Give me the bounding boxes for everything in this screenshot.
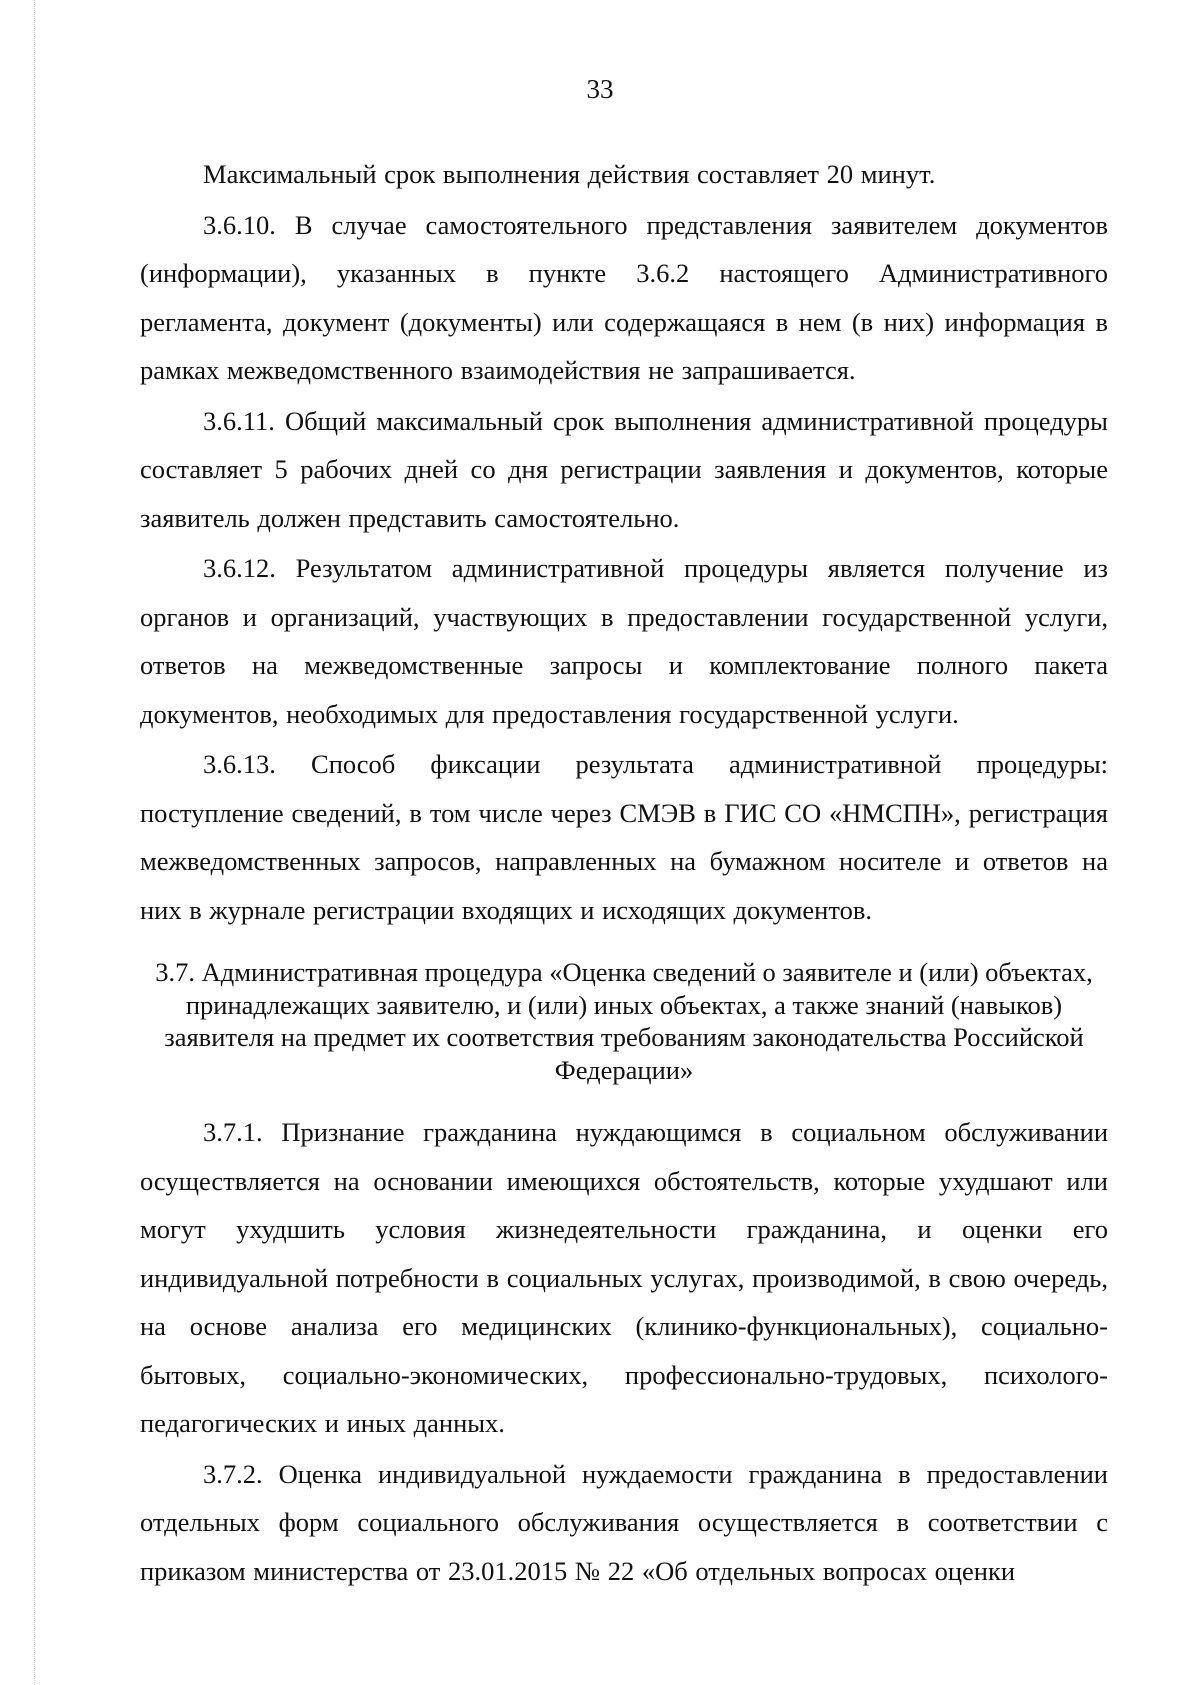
paragraph-3-6-12: 3.6.12. Результатом административной процедуры является получение из органов и организаций, участвующих в предоставлении государственной услуги, ответов на межведомственные запросы и комплектование полного пакета документов, необходимых для предоставления государственной услуги. xyxy=(140,553,1108,729)
paragraph-3-7-1: 3.7.1. Признание гражданина нуждающимся в социальном обслуживании осуществляется на основании имеющихся обстоятельств, которые ухудшают или могут ухудшить условия жизнедеятельности гражданина, и оценки его индивидуальной потребности в социальных услугах, производимой, в свою очередь, на основе анализа его медицинских (клинико-функциональных), социально-бытовых, социально-экономических, профессионально-трудовых, психолого-педагогических и иных данных. xyxy=(140,1117,1108,1438)
paragraph-3-6-10: 3.6.10. В случае самостоятельного представления заявителем документов (информации), указанных в пункте 3.6.2 настоящего Административного регламента, документ (документы) или содержащаяся в нем (в них) информация в рамках межведомственного взаимодействия не запрашивается. xyxy=(140,209,1108,385)
paragraph-3-6-11: 3.6.11. Общий максимальный срок выполнения административной процедуры составляет 5 рабочих дней со дня регистрации заявления и документов, которые заявитель должен представить самостоятельно. xyxy=(140,405,1108,533)
document-body xyxy=(140,150,1108,1595)
paragraph-3-6-13: 3.6.13. Способ фиксации результата административной процедуры: поступление сведений, в том числе через СМЭВ в ГИС СО «НМСПН», регистрация межведомственных запросов, направленных на бумажном носителе и ответов на них в журнале регистрации входящих и исходящих документов. xyxy=(140,749,1108,925)
page-number: 33 xyxy=(586,74,614,104)
section-heading-3-7: 3.7. Административная процедура «Оценка сведений о заявителе и (или) объектах, принадлежащих заявителю, и (или) иных объектах, а также знаний (навыков) заявителя на предмет их соответствия требованиям законодательства Российской Федерации» xyxy=(155,957,1093,1085)
paragraph-max-time: Максимальный срок выполнения действия составляет 20 минут. xyxy=(203,159,936,189)
paragraph-3-7-2: 3.7.2. Оценка индивидуальной нуждаемости гражданина в предоставлении отдельных форм социального обслуживания осуществляется в соответствии с приказом министерства от 23.01.2015 № 22 «Об отдельных вопросах оценки xyxy=(140,1458,1108,1586)
scan-edge-line xyxy=(34,0,35,1685)
